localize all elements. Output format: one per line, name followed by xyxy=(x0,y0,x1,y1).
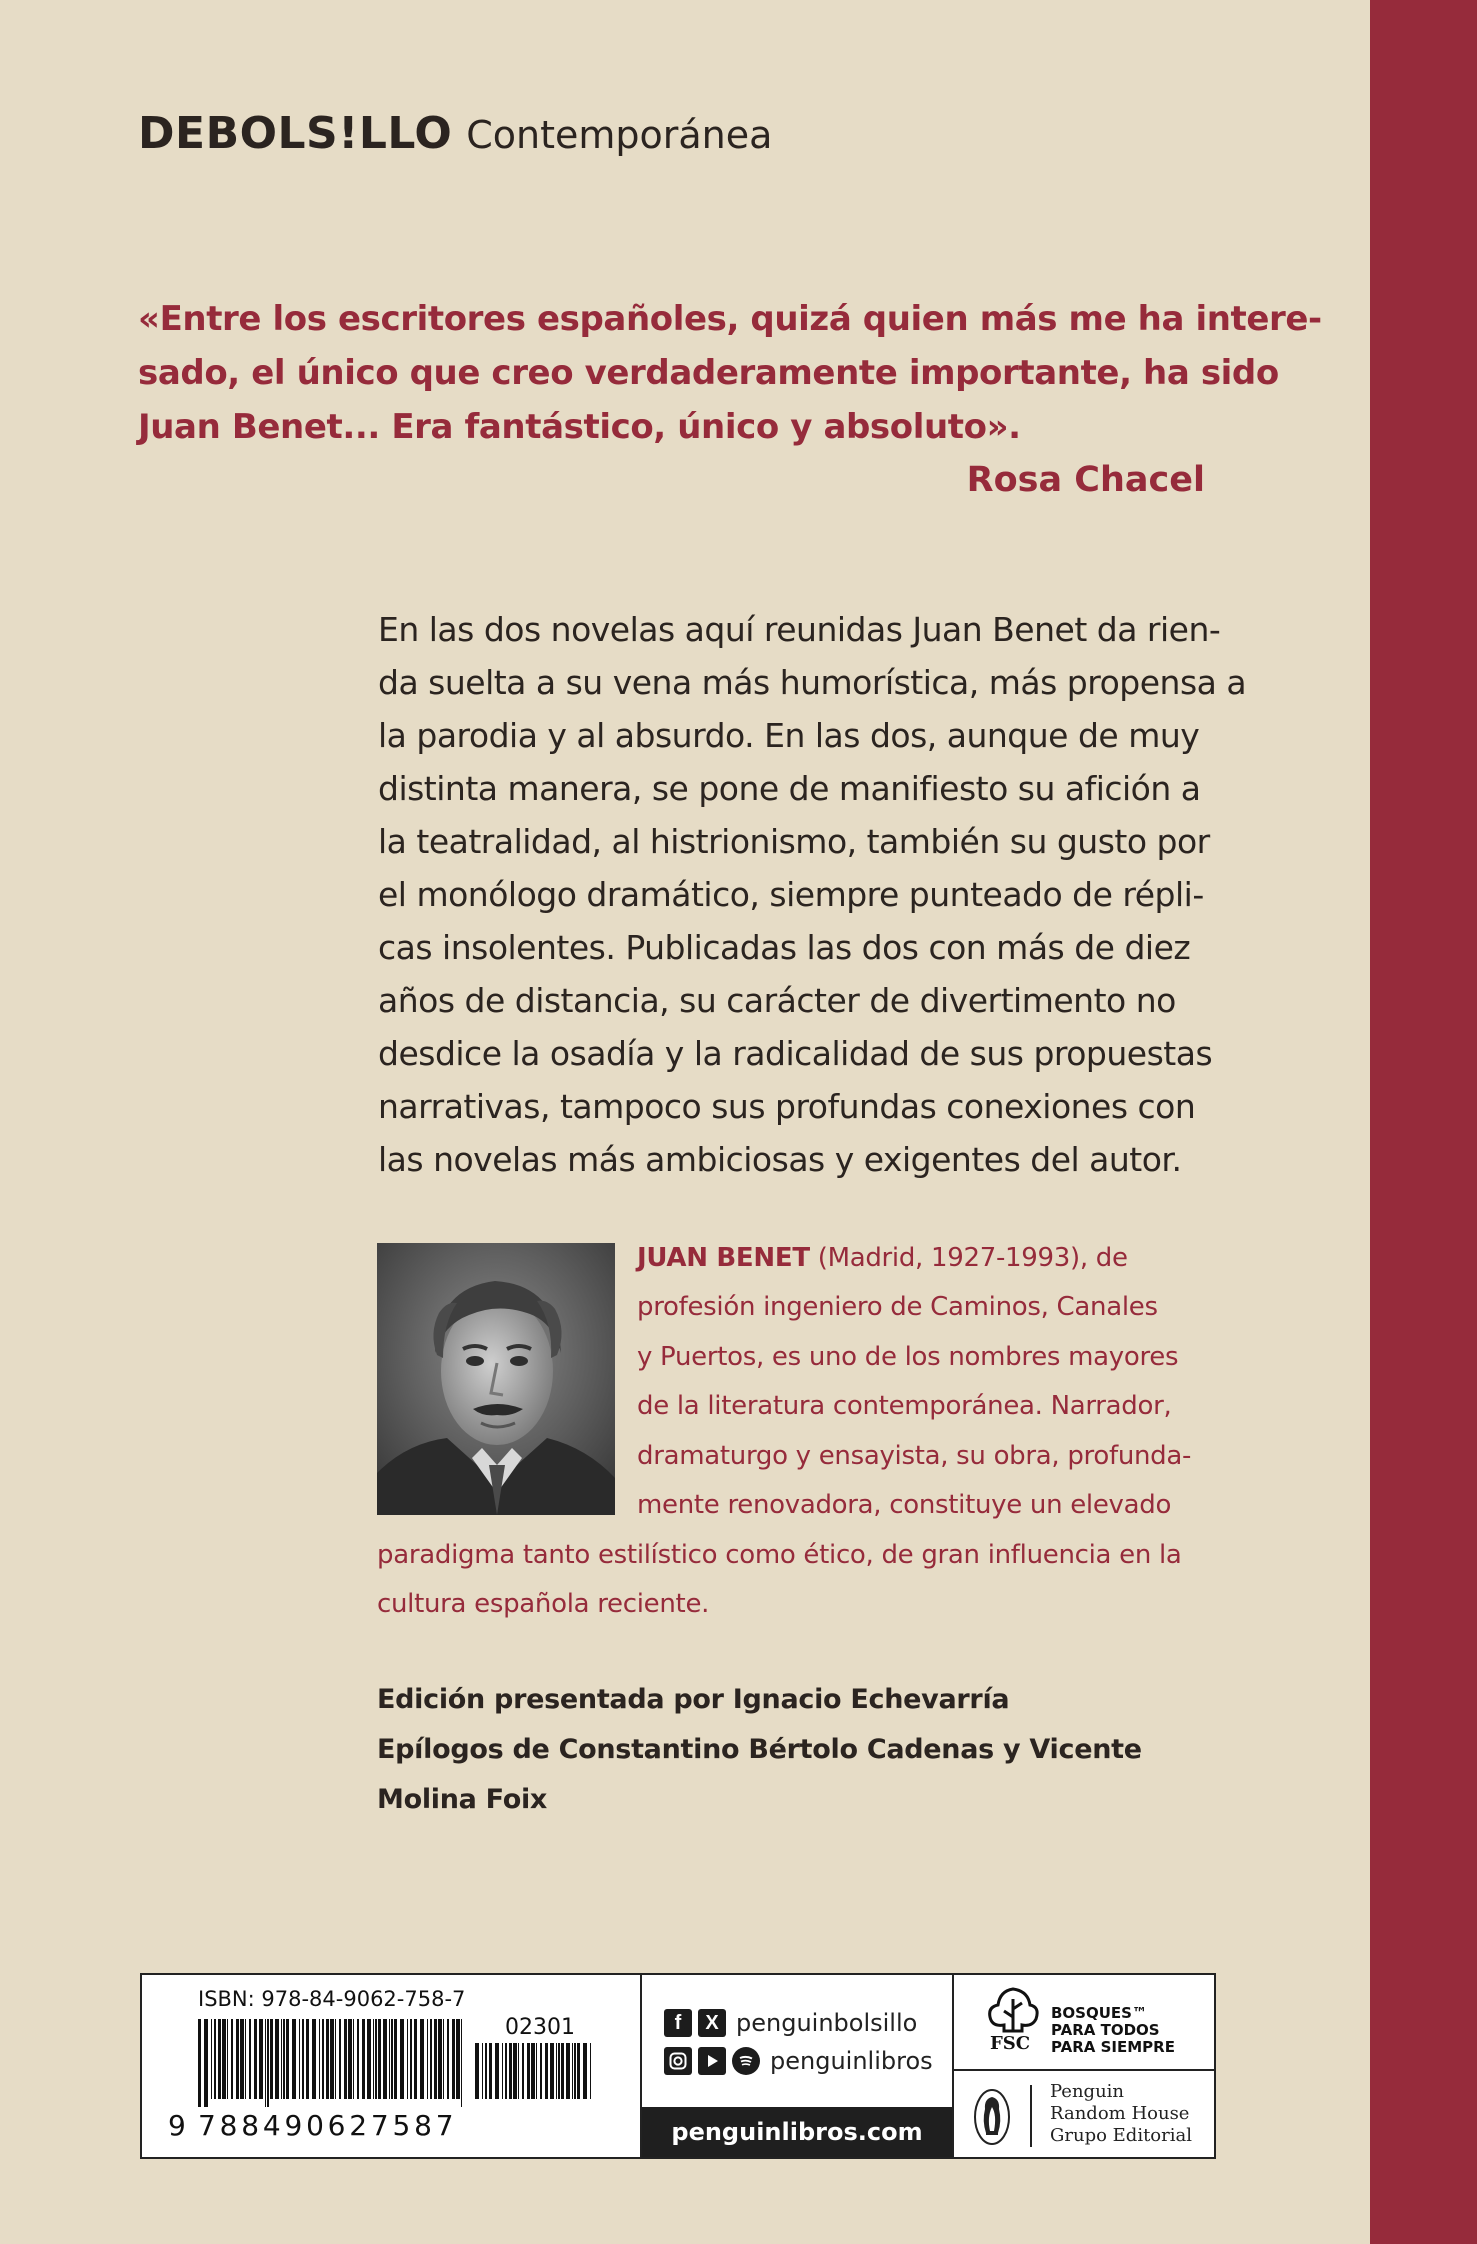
synopsis-line: la parodia y al absurdo. En las dos, aunque de muy xyxy=(378,716,1200,755)
credit-line: Edición presentada por Ignacio Echevarría xyxy=(377,1684,1010,1715)
penguin-logo-icon xyxy=(972,2087,1012,2147)
spotify-icon[interactable] xyxy=(732,2047,760,2075)
fsc-slogan-line: PARA SIEMPRE xyxy=(1051,2038,1175,2056)
bio-line: profesión ingeniero de Caminos, Canales xyxy=(637,1292,1158,1322)
bio-line: paradigma tanto estilístico como ético, de gran influencia en la xyxy=(377,1540,1182,1570)
fsc-slogan xyxy=(1051,2005,1175,2056)
social-row-bolsillo xyxy=(664,2009,917,2037)
debolsillo-logo: DEBOLS!LLO xyxy=(138,108,453,159)
barcode-panel xyxy=(142,1975,642,2157)
bio-first-line xyxy=(637,1234,1128,1284)
synopsis-line: narrativas, tampoco sus profundas conexiones con xyxy=(378,1087,1196,1126)
synopsis-line: el monólogo dramático, siempre punteado de répli- xyxy=(378,875,1204,914)
facebook-icon[interactable]: f xyxy=(664,2009,692,2037)
synopsis-line: la teatralidad, al histrionismo, también su gusto por xyxy=(378,822,1210,861)
instagram-icon[interactable] xyxy=(664,2047,692,2075)
credit-line: Epílogos de Constantino Bértolo Cadenas y Vicente xyxy=(377,1734,1142,1765)
barcode-first-digit: 9 xyxy=(168,2109,186,2142)
publisher-line: Penguin xyxy=(1050,2081,1125,2102)
fsc-logo xyxy=(954,1975,1214,2071)
bio-line: cultura española reciente. xyxy=(377,1589,710,1619)
author-name: JUAN BENET xyxy=(637,1243,810,1273)
fsc-slogan-line: BOSQUES™ xyxy=(1051,2004,1147,2022)
publisher-line: Grupo Editorial xyxy=(1050,2125,1192,2146)
isbn-number: ISBN: 978-84-9062-758-7 xyxy=(198,1987,466,2011)
blurb-quote xyxy=(138,292,1322,454)
quote-line: «Entre los escritores españoles, quizá quien más me ha intere- xyxy=(138,299,1322,339)
barcode-addon-number: 02301 xyxy=(505,2015,575,2040)
addon-barcode xyxy=(475,2043,595,2107)
barcode-digits: 788490627587 xyxy=(198,2109,458,2142)
bio-line: y Puertos, es uno de los nombres mayores xyxy=(637,1342,1179,1372)
isbn-barcode xyxy=(198,2019,468,2107)
quote-author: Rosa Chacel xyxy=(966,460,1205,500)
bio-text: (Madrid, 1927-1993), de xyxy=(809,1243,1128,1273)
author-photo xyxy=(377,1243,615,1515)
youtube-icon[interactable] xyxy=(698,2047,726,2075)
synopsis-line: desdice la osadía y la radicalidad de sus propuestas xyxy=(378,1034,1213,1073)
quote-line: Juan Benet... Era fantástico, único y absoluto». xyxy=(138,407,1021,447)
social-handle[interactable]: penguinlibros xyxy=(770,2047,933,2075)
synopsis-text xyxy=(378,603,1247,1186)
publisher-divider xyxy=(1030,2085,1032,2147)
synopsis-line: años de distancia, su carácter de divertimento no xyxy=(378,981,1176,1020)
fsc-label: FSC xyxy=(990,2033,1031,2054)
website-link[interactable]: penguinlibros.com xyxy=(642,2107,952,2157)
synopsis-line: da suelta a su vena más humorística, más propensa a xyxy=(378,663,1247,702)
quote-line: sado, el único que creo verdaderamente importante, ha sido xyxy=(138,353,1279,393)
series-name: Contemporánea xyxy=(466,113,773,157)
cover-spine-band xyxy=(1370,0,1477,2244)
fsc-slogan-line: PARA TODOS xyxy=(1051,2021,1160,2039)
social-handle[interactable]: penguinbolsillo xyxy=(736,2009,918,2037)
synopsis-line: las novelas más ambiciosas y exigentes del autor. xyxy=(378,1140,1182,1179)
publisher-name xyxy=(1050,2081,1192,2147)
logos-panel xyxy=(954,1975,1214,2157)
synopsis-line: cas insolentes. Publicadas las dos con más de diez xyxy=(378,928,1191,967)
edition-credits xyxy=(377,1675,1142,1825)
synopsis-line: distinta manera, se pone de manifiesto su afición a xyxy=(378,769,1201,808)
back-cover-info-box xyxy=(140,1973,1216,2159)
publisher-line: Random House xyxy=(1050,2103,1190,2124)
credit-line: Molina Foix xyxy=(377,1784,548,1815)
social-row-libros xyxy=(664,2047,933,2075)
fsc-tree-icon xyxy=(982,1985,1044,2033)
bio-line: dramaturgo y ensayista, su obra, profunda- xyxy=(637,1441,1192,1471)
x-icon[interactable]: X xyxy=(698,2009,726,2037)
social-panel xyxy=(642,1975,954,2157)
synopsis-line: En las dos novelas aquí reunidas Juan Benet da rien- xyxy=(378,610,1221,649)
bio-line: mente renovadora, constituye un elevado xyxy=(637,1490,1172,1520)
publisher-brand xyxy=(138,108,772,159)
bio-line: de la literatura contemporánea. Narrador, xyxy=(637,1391,1172,1421)
